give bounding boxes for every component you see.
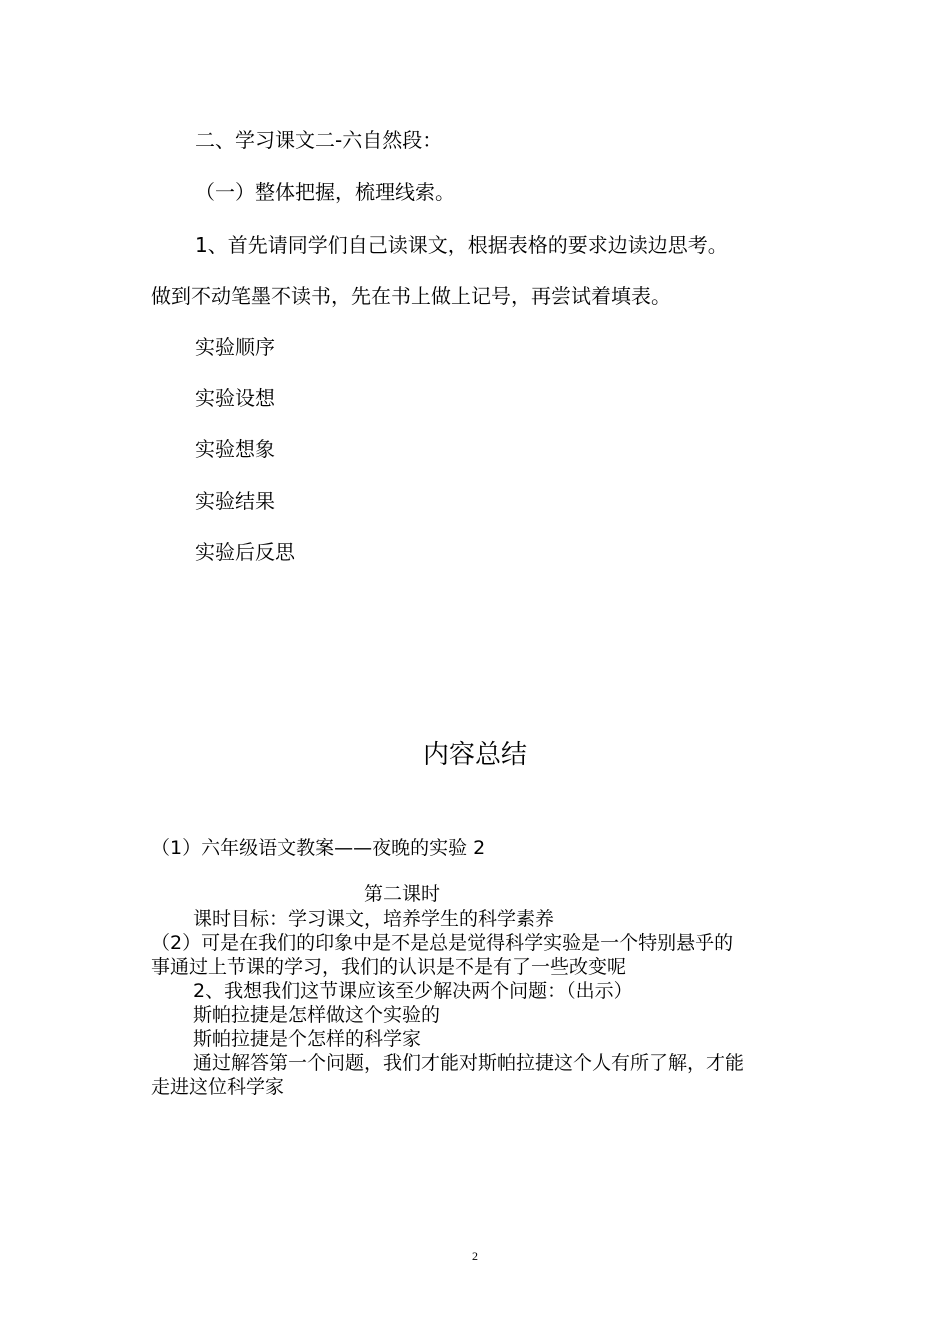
table-item: 实验想象	[195, 437, 275, 461]
questions-intro: 2、我想我们这节课应该至少解决两个问题：（出示）	[193, 980, 633, 1002]
instruction-line-1: 1、首先请同学们自己读课文，根据表格的要求边读边思考。	[195, 233, 728, 257]
summary-item-1: （1）六年级语文教案——夜晚的实验 2	[151, 837, 486, 859]
table-item: 实验结果	[195, 489, 275, 513]
subheading: （一）整体把握，梳理线索。	[195, 180, 455, 204]
summary-item-2-line-2: 事通过上节课的学习，我们的认识是不是有了一些改变呢	[151, 956, 627, 978]
summary-title: 内容总结	[422, 740, 527, 770]
page-number: 2	[472, 1249, 478, 1263]
question-2: 斯帕拉捷是个怎样的科学家	[193, 1028, 422, 1050]
summary-item-2-line-1: （2）可是在我们的印象中是不是总是觉得科学实验是一个特别悬乎的	[151, 932, 734, 954]
table-item: 实验后反思	[195, 540, 295, 564]
table-item: 实验顺序	[195, 335, 275, 359]
lesson-heading: 第二课时	[364, 883, 441, 905]
closing-line-1: 通过解答第一个问题，我们才能对斯帕拉捷这个人有所了解，才能	[193, 1052, 745, 1074]
section-heading: 二、学习课文二-六自然段：	[195, 128, 443, 152]
instruction-line-2: 做到不动笔墨不读书，先在书上做上记号，再尝试着填表。	[151, 284, 671, 308]
closing-line-2: 走进这位科学家	[151, 1076, 285, 1098]
table-item: 实验设想	[195, 386, 275, 410]
question-1: 斯帕拉捷是怎样做这个实验的	[193, 1004, 441, 1026]
lesson-goal: 课时目标：学习课文，培养学生的科学素养	[193, 908, 555, 930]
